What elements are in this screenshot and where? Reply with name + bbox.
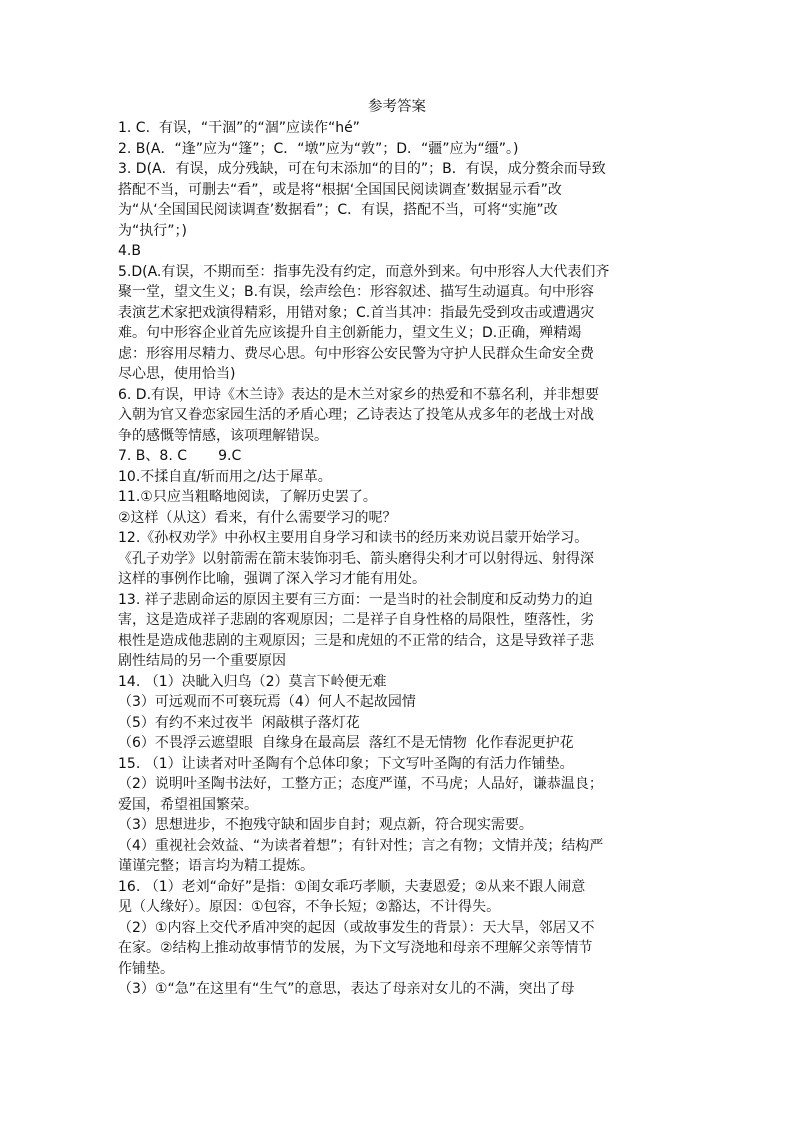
answer-line: 作铺垫。 [118, 960, 174, 977]
answer-line: 《孔子劝学》以射箭需在箭末装饰羽毛、箭头磨得尖利才可以射得远、射得深 [118, 550, 594, 567]
answer-line: 表演艺术家把戏演得精彩，用错对象；C.首当其冲：指最先受到攻击或遭遇灾 [118, 304, 595, 321]
answer-line: 谨谨完整；语言均为精工提炼。 [118, 858, 314, 874]
answer-line: 14. （1）决眦入归鸟（2）莫言下岭便无难 [118, 673, 387, 690]
answer-line: 13. 祥子悲剧命运的原因主要有三方面：一是当时的社会制度和反动势力的迫 [118, 591, 593, 608]
answer-line: （4）重视社会效益、“为读者着想”；有针对性；言之有物；文情并茂；结构严 [118, 837, 604, 854]
answer-line: 聚一堂，望文生义；B.有误，绘声绘色：形容叙述、描写生动逼真。句中形容 [118, 284, 595, 300]
answer-line: （2）说明叶圣陶书法好，工整方正；态度严谨，不马虎；人品好，谦恭温良； [118, 776, 603, 792]
answer-line: （3）可远观而不可亵玩焉（4）何人不起故园情 [118, 694, 416, 710]
answer-line: （5）有约不来过夜半 闲敲棋子落灯花 [118, 714, 360, 731]
answer-line: 爱国，希望祖国繁荣。 [118, 796, 258, 813]
answer-content [118, 118, 678, 1000]
answer-line: 为“执行”；) [118, 222, 187, 239]
answer-line: ②这样（从这）看来，有什么需要学习的呢？ [118, 509, 397, 526]
answer-line: 5.D(A.有误，不期而至：指事先没有约定，而意外到来。句中形容人大代表们齐 [118, 263, 610, 280]
answer-line: 15. （1）让读者对叶圣陶有个总体印象；下文写叶圣陶的有活力作铺垫。 [118, 755, 574, 772]
answer-line: 害，这是造成祥子悲剧的客观原因；二是祥子自身性格的局限性，堕落性，劣 [118, 612, 594, 628]
answer-line: （6）不畏浮云遮望眼 自缘身在最高层 落红不是无情物 化作春泥更护花 [118, 735, 574, 751]
answer-line: 12.《孙权劝学》中孙权主要用自身学习和读书的经历来劝说吕蒙开始学习。 [118, 530, 589, 546]
answer-line: 10.不揉自直/斩而用之/达于犀革。 [118, 468, 332, 485]
answer-line: （2）①内容上交代矛盾冲突的起因（或故事发生的背景）：天大旱，邻居又不 [118, 919, 595, 936]
answer-line: 见（人缘好）。原因：①包容，不争长短；②豁达，不计得失。 [118, 899, 501, 915]
answer-line: 这样的事例作比喻，强调了深入学习才能有用处。 [118, 571, 426, 587]
answer-line: （3）①“急”在这里有“生气”的意思，表达了母亲对女儿的不满，突出了母 [118, 981, 575, 997]
answer-line: （3）思想进步，不抱残守缺和固步自封；观点新，符合现实需要。 [118, 817, 533, 833]
answer-line: 入朝为官又眷恋家园生活的矛盾心理；乙诗表达了投笔从戎多年的老战士对战 [118, 407, 594, 423]
answer-line: 3. D(A．有误，成分残缺，可在句末添加“的目的”；B．有误，成分赘余而导致 [118, 161, 606, 177]
answer-line: 6. D.有误，甲诗《木兰诗》表达的是木兰对家乡的热爱和不慕名利，并非想要 [118, 386, 600, 403]
answer-line: 尽心思，使用恰当) [118, 366, 236, 382]
page-title: 参考答案 [368, 99, 426, 115]
answer-line: 剧性结局的另一个重要原因 [118, 653, 286, 669]
answer-line: 1. C. 有误，“干涸”的“涸”应读作“hé” [118, 120, 360, 136]
answer-line: 16. （1）老刘“命好”是指：①闺女乖巧孝顺，夫妻恩爱；②从来不跟人闹意 [118, 878, 586, 895]
answer-line: 难。句中形容企业首先应该提升自主创新能力，望文生义；D.正确，殚精竭 [118, 325, 582, 341]
answer-line: 11.①只应当粗略地阅读，了解历史罢了。 [118, 489, 377, 505]
answer-line: 虑：形容用尽精力、费尽心思。句中形容公安民警为守护人民群众生命安全费 [118, 345, 594, 362]
answer-line: 4.B [118, 243, 141, 259]
answer-line: 2. B(A．“逢”应为“篷”；C．“墩”应为“敦”；D．“疆”应为“缰”。) [118, 140, 519, 157]
answer-line: 为“从‘全国国民阅读调查’数据看”；C．有误，搭配不当，可将“实施”改 [118, 202, 558, 218]
answer-line: 在家。②结构上推动故事情节的发展，为下文写浇地和母亲不理解父亲等情节 [118, 940, 593, 956]
answer-line: 根性是造成他悲剧的主观原因；三是和虎妞的不正常的结合，这是导致祥子悲 [118, 632, 594, 649]
answer-line: 搭配不当，可删去“看”，或是将“根据‘全国国民阅读调查’数据显示看”改 [118, 181, 562, 198]
answer-line: 争的感慨等情感，该项理解错误。 [118, 427, 328, 444]
answer-line: 7. B、8. C 9.C [118, 448, 242, 464]
